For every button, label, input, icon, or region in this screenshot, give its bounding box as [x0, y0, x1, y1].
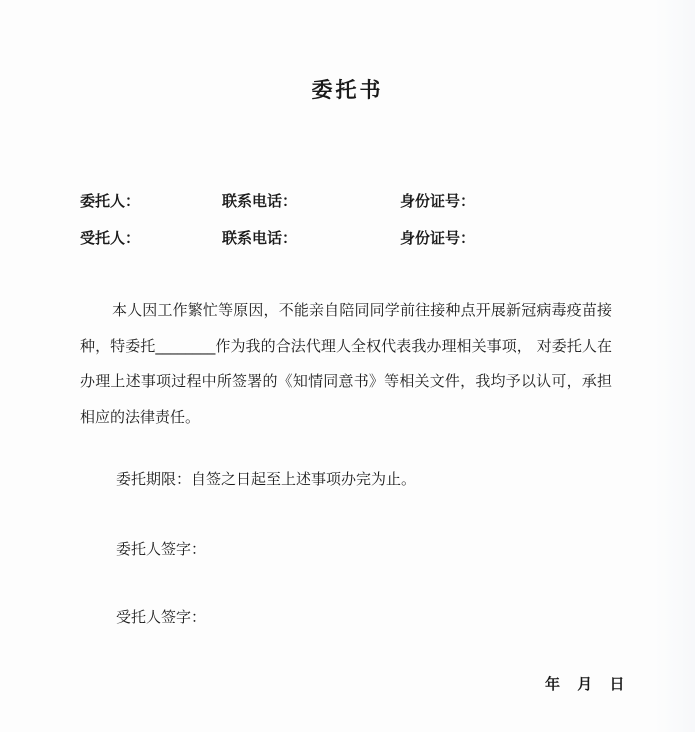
agent-signature-line: 受托人签字： — [116, 608, 207, 626]
principal-label: 委托人： — [80, 192, 141, 210]
authorization-period: 委托期限：自签之日起至上述事项办完为止。 — [116, 470, 417, 488]
date-line: 年 月 日 — [545, 675, 631, 693]
agent-info-row — [80, 227, 640, 249]
scan-shade — [655, 0, 695, 732]
agent-id-label: 身份证号： — [400, 229, 476, 247]
principal-signature-line: 委托人签字： — [116, 540, 207, 558]
agent-phone-label: 联系电话： — [222, 229, 298, 247]
authorization-body: 本人因工作繁忙等原因，不能亲自陪同同学前往接种点开展新冠病毒疫苗接种，特委托________作为我的合法代理人全权代表我办理相关事项， 对委托人在办理上述事项过程中所签署的《知情同意书》等相关文件，我均予以认可，承担相应的法律责任。 — [80, 301, 612, 426]
principal-phone-label: 联系电话： — [222, 192, 298, 210]
document-title: 委托书 — [311, 78, 384, 102]
principal-id-label: 身份证号： — [400, 192, 476, 210]
agent-label: 受托人： — [80, 229, 141, 247]
principal-info-row — [80, 190, 640, 212]
